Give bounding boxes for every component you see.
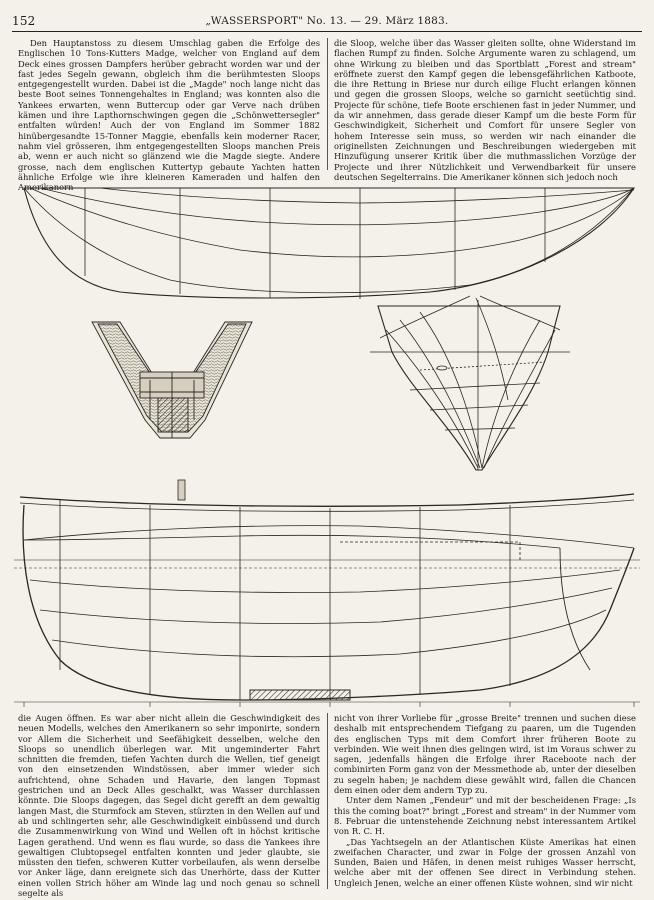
paragraph: nicht von ihrer Vorliebe für „grosse Breite" trennen und suchen diese deshalb mit entsprechendem Tiefgang zu paaren, um die Tugenden des englischen Typs mit dem Comfort ihrer früheren Boote zu verbinden. Wie weit ihnen dies gelingen wird, ist im Voraus schwer zu sagen, jedenfalls hängen die Erfolge ihrer Raceboote nach der combinirten Form ganz von der Messmethode ab, unter der dieselben zu segeln haben; je nachdem diese gewählt wird, fallen die Chancen dem einen oder dem andern Typ zu.: [334, 713, 636, 796]
paragraph: „Das Yachtsegeln an der Atlantischen Küste Amerikas hat einen zweifachen Character, und zwar in Folge der grossen Anzahl von Sunden, Baien und Häfen, in denen meist ruhiges Wasser herrscht, welche aber mit der offenen See direct in Verbindung stehen. Ungleich Jenen, welche an einer offenen Küste wohnen, sind wir nicht: [334, 836, 636, 888]
midship-construction-section: [92, 322, 252, 438]
page-number: 152: [12, 14, 36, 28]
paragraph: die Augen öffnen. Es war aber nicht allein die Geschwindigkeit des neuen Modells, welches den Amerikanern so sehr imponirte, sondern vor Allem die Sicherheit und Seefähigkeit desselben, welche den Sloops so unendlich überlegen war. Mit ungeminderter Fahrt schnitten die fremden, tiefen Yachten durch die Wellen, tief geneigt von den einsetzenden Windstössen, aber immer wieder sich aufrichtend, ohne Schaden und Havarie, den langen Topmast gestrichen und an Deck Alles geschalkt, was Wasser durchlassen könnte. Die Sloops dagegen, das Segel dicht gerefft an dem gewaltig langen Mast, die Sturmfock am Steven, stürzten in den Wellen auf und ab und schlingerten sehr, alle Geschwindigkeit einbüssend und durch die Zusammenwirkung von Wind und Wellen oft in höchst kritische Lagen gerathend. Und wenn es flau wurde, so dass die Yankees ihre gewaltigen Clubtopsegel entfalten konnten und jeder glaubte, sie müssten den tiefen, schweren Kutter vorbeilaufen, als wenn derselbe vor Anker läge, dann ereignete sich das Unerhörte, dass der Kutter einen vollen Strich höher am Winde lag und noch genau so schnell segelte als: [18, 713, 320, 899]
article-column-bottom-left: [18, 713, 320, 899]
paragraph: die Sloop, welche über das Wasser gleiten sollte, ohne Widerstand im flachen Rumpf zu finden. Solche Argumente waren zu schlagend, um ohne Wirkung zu bleiben und das Sportblatt „Forest and stream" eröffnete zuerst den Kampf gegen die lebensgefährlichen Katboote, die ihre Rettung in Briese nur durch eilige Flucht erlangen können und gegen die grossen Sloops, welche so garnicht seetüchtig sind. Projecte für schöne, tiefe Boote erschienen fast in jeder Nummer, und da wir annehmen, dass gerade dieser Kampf um die beste Form für Geschwindigkeit, Sicherheit und Comfort für unsere Segler von hohem Interesse sein muss, so werden wir nach einander die originellsten Zeichnungen und Beschreibungen wiedergeben mit Hinzufügung unserer Kritik über die muthmasslichen Vorzüge der Projecte und ihrer Nützlichkeit und Verwendbarkeit für unsere deutschen Segelterrains. Die Amerikaner können sich jedoch noch: [334, 38, 636, 182]
body-plan: [370, 296, 570, 470]
running-title: „WASSERSPORT" No. 13. — 29. März 1883.: [205, 15, 449, 27]
sheer-profile-plan: [14, 480, 640, 707]
half-breadth-plan: [24, 188, 634, 299]
article-column-bottom-right: [334, 713, 636, 889]
paragraph: Unter dem Namen „Fendeur" und mit der bescheidenen Frage: „Is this the coming boat?" bringt „Forest and stream" in der Nummer vom 8. Februar die untenstehende Zeichnung nebst interessantem Artikel von R. C. H.: [334, 795, 636, 837]
paragraph: Den Hauptanstoss zu diesem Umschlag gaben die Erfolge des Englischen 10 Tons-Kutters Madge, welcher von England auf dem Deck eines grossen Dampfers herüber gebracht worden war und der fast jedes Segeln gewann, obgleich ihm die berühmtesten Sloops entgegengestellt wurden. Dabei ist die „Magde" noch lange nicht das beste Boot seines Tonnengehaltes in England; was konnten also die Yankees erwarten, wenn Buttercup oder gar Verve nach drüben kämen und ihre Lapthornschwingen gegen die „Schönwettersegler" entfalten würden! Auch der von England im Sommer 1882 hinübergesandte 15-Tonner Maggie, ebenfalls kein moderner Racer, nahm viel grösseren, ihm entgegengestellten Sloops manchen Preis ab, wenn er auch nicht so glänzend wie die Magde siegte. Andere grosse, nach dem englischen Kuttertyp gebaute Yachten hatten ähnliche Erfolge wie ihre kleineren Kameraden und halfen den Amerikanern: [18, 38, 320, 193]
column-divider-bottom: [327, 713, 328, 889]
